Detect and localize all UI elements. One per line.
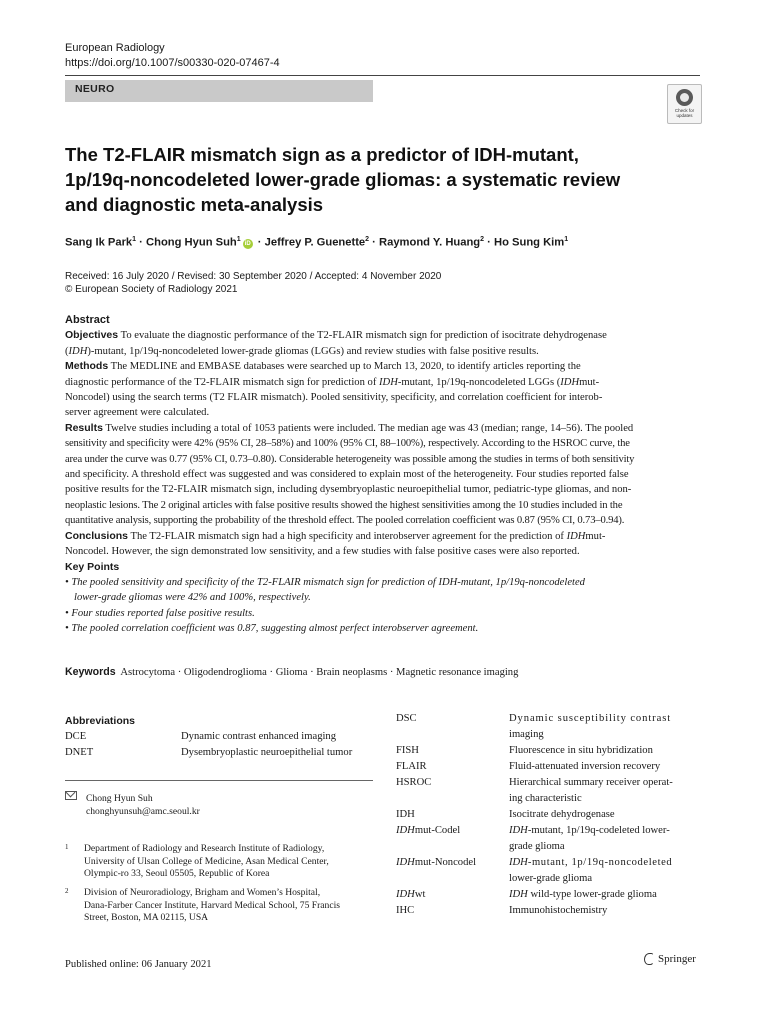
author-name[interactable]: Ho Sung Kim <box>494 236 565 249</box>
author-affiliation-mark: 1 <box>236 236 241 243</box>
published-online: Published online: 06 January 2021 <box>65 959 212 970</box>
author-affiliation-mark: 2 <box>365 236 370 243</box>
correspondence-email[interactable]: chonghyunsuh@amc.seoul.kr <box>86 806 200 817</box>
abbreviation-row: IDH Isocitrate dehydrogenase <box>396 809 615 820</box>
check-for-updates-badge[interactable] <box>667 84 702 124</box>
badge-text-2: updates <box>676 113 693 118</box>
author-affiliation-mark: 1 <box>132 236 137 243</box>
author-name[interactable]: Chong Hyun Suh <box>146 236 237 249</box>
article-history <box>65 270 441 296</box>
abbreviations-left <box>65 713 380 761</box>
author-affiliation-mark: 1 <box>564 236 569 243</box>
journal-header <box>65 41 280 71</box>
keywords <box>65 665 518 680</box>
section-band <box>65 80 373 102</box>
abstract-results: Results Twelve studies including a total of 1053 patients were included. The median age was 43 (median; range, 14–56). The pooled <box>65 421 634 434</box>
author-list: Sang Ik Park$^1$ · Chong Hyun Suh$^1$iD · Jeffrey P. Guenette$^2$ · Raymond Y. Huang$^2$ · Ho Sung Kim$^1$ <box>65 236 569 249</box>
abbreviation-row: IHC Immunohistochemistry <box>396 905 608 916</box>
header-rule <box>65 75 700 76</box>
title-line-3: and diagnostic meta-analysis <box>65 194 324 215</box>
history-dates: Received: 16 July 2020 / Revised: 30 September 2020 / Accepted: 4 November 2020 <box>65 271 442 282</box>
abbreviation-row: DSC Dynamic susceptibility contrast imaging <box>396 713 672 740</box>
abbreviation-row: FLAIR Fluid-attenuated inversion recovery <box>396 761 661 772</box>
envelope-icon <box>65 791 77 800</box>
abstract-heading: Abstract <box>65 314 110 326</box>
check-for-updates-icon <box>676 89 693 106</box>
title-line-1: The T2-FLAIR mismatch sign as a predictor of IDH-mutant, <box>65 144 579 165</box>
key-points-heading: Key Points <box>65 560 120 573</box>
keywords-list: Astrocytoma · Oligodendroglioma · Glioma · Brain neoplasms · Magnetic resonance imaging <box>120 667 519 678</box>
orcid-icon[interactable]: iD <box>244 240 251 247</box>
abbreviation-row: DNET Dysembryoplastic neuroepithelial tumor <box>65 747 353 758</box>
doi-link[interactable]: https://doi.org/10.1007/s00330-020-07467-4 <box>65 57 280 69</box>
key-point: • The pooled sensitivity and specificity of the T2-FLAIR mismatch sign for prediction of IDH-mutant, 1p/19q-noncodeleted <box>65 576 585 588</box>
correspondence <box>65 791 200 818</box>
affiliation: 2 Division of Neuroradiology, Brigham and Women’s Hospital, Dana-Farber Cancer Institute, Harvard Medical School, 75 Francis Street, Boston, MA 02115, USA <box>65 887 341 923</box>
abbreviation-row: IDHmut-Noncodel IDH-mutant, 1p/19q-noncodeleted lower-grade glioma <box>396 857 673 884</box>
keywords-label: Keywords <box>65 666 116 678</box>
abbreviations-right <box>396 711 704 919</box>
badge-text-1: Check for <box>674 108 695 113</box>
key-point: • The pooled correlation coefficient was 0.87, suggesting almost perfect interobserver agreement. <box>65 623 479 635</box>
section-label: NEURO <box>75 83 115 95</box>
copyright-line: © European Society of Radiology 2021 <box>65 284 238 295</box>
affiliation: 1 Department of Radiology and Research Institute of Radiology, University of Ulsan College of Medicine, Asan Medical Center, Olympic-ro 33, Seoul 05505, Republic of Korea <box>65 843 329 879</box>
springer-horse-icon <box>643 952 654 964</box>
abstract-objectives: Objectives To evaluate the diagnostic performance of the T2-FLAIR mismatch sign for prediction of isocitrate dehydrogenase <box>65 329 607 342</box>
abbreviation-row: IDHmut-Codel IDH-mutant, 1p/19q-codeleted lower- grade glioma <box>396 825 670 852</box>
abbreviations-heading: Abbreviations <box>65 715 136 727</box>
publisher-name: Springer <box>658 953 696 965</box>
footnote-rule <box>65 780 373 781</box>
abbreviation-row: IDHwt IDH wild-type lower-grade glioma <box>396 889 657 900</box>
abstract-methods: Methods The MEDLINE and EMBASE databases were searched up to March 13, 2020, to identify articles reporting the <box>65 360 581 373</box>
correspondence-name: Chong Hyun Suh <box>86 793 153 804</box>
author-name[interactable]: Jeffrey P. Guenette <box>264 236 366 249</box>
key-point: • Four studies reported false positive results. <box>65 607 255 619</box>
author-name[interactable]: Raymond Y. Huang <box>379 236 481 249</box>
abstract-conclusions: Conclusions The T2-FLAIR mismatch sign had a high specificity and interobserver agreement for the prediction of IDHmut- <box>65 529 606 542</box>
publisher-logo <box>643 952 696 966</box>
article-title <box>65 142 665 217</box>
title-line-2: 1p/19q-noncodeleted lower-grade gliomas: a systematic review <box>65 169 621 190</box>
abbreviation-row: HSROC Hierarchical summary receiver operat- ing characteristic <box>396 777 673 804</box>
abstract: Abstract Objectives To evaluate the diagnostic performance of the T2-FLAIR mismatch sign for prediction of isocitrate dehydrogenase (IDH)-mutant, 1p/19q-noncodeleted lower-grade gliomas (LGGs) and review studies with false positive results. Methods The MEDLINE and EMBASE databases were searched up to March 13, 2020, to identify articles reporting the diagnostic performance of the T2-FLAIR mismatch sign for prediction of IDH-mutant, 1p/19q-noncodeleted LGGs (IDHmut- Noncodel) using the search terms (T2 FLAIR mismatch). Pooled sensitivity, specificity, and correlation coefficient for interob- server agreement were calculated. Results Twelve studies including a total of 1053 patients were included. The median age was 43 (median; range, 14–56). The pooled sensitivity and specificity were 42% (95% CI, 28–58%) and 100% (95% CI, 88–100%), respectively. According to the HSROC curve, the area under the curve was 0.77 (95% CI, 0.73–0.80). Considerable heterogeneity was possible among the studies in terms of both sensitivity and specificity. A threshold effect was suggested and was considered to explain most of the heterogeneity. Four studies reported false positive results for the T2-FLAIR mismatch sign, including dysembryoplastic neuroepithelial tumor, pediatric-type gliomas, and non- neoplastic lesions. The 2 original articles with false positive results showed the highest sensitivities among the 10 studies included in the quantitative analysis, supporting the probability of the threshold effect. The pooled correlation coefficient was 0.87 (95% CI, 0.73–0.94). Conclusions The T2-FLAIR mismatch sign had a high specificity and interobserver agreement for the prediction of IDHmut- Noncodel. However, the sign demonstrated low sensitivity, and a few studies with false positive cases were also reported. Key Points • The pooled sensitivity and specificity of the T2-FLAIR mismatch sign for prediction of IDH-mutant, 1p/19q-noncodeleted lower-grade gliomas were 42% and 100%, respectively. • Four studies reported false positive results. • The pooled correlation coefficient was 0.87, suggesting almost perfect interobserver agreement. <box>65 313 701 637</box>
abbreviation-row: DCE Dynamic contrast enhanced imaging <box>65 731 337 742</box>
abbreviation-row: FISH Fluorescence in situ hybridization <box>396 745 653 756</box>
journal-name: European Radiology <box>65 42 165 54</box>
author-affiliation-mark: 2 <box>480 236 485 243</box>
key-point: lower-grade gliomas were 42% and 100%, respectively. <box>74 592 311 604</box>
author-name[interactable]: Sang Ik Park <box>65 236 133 249</box>
